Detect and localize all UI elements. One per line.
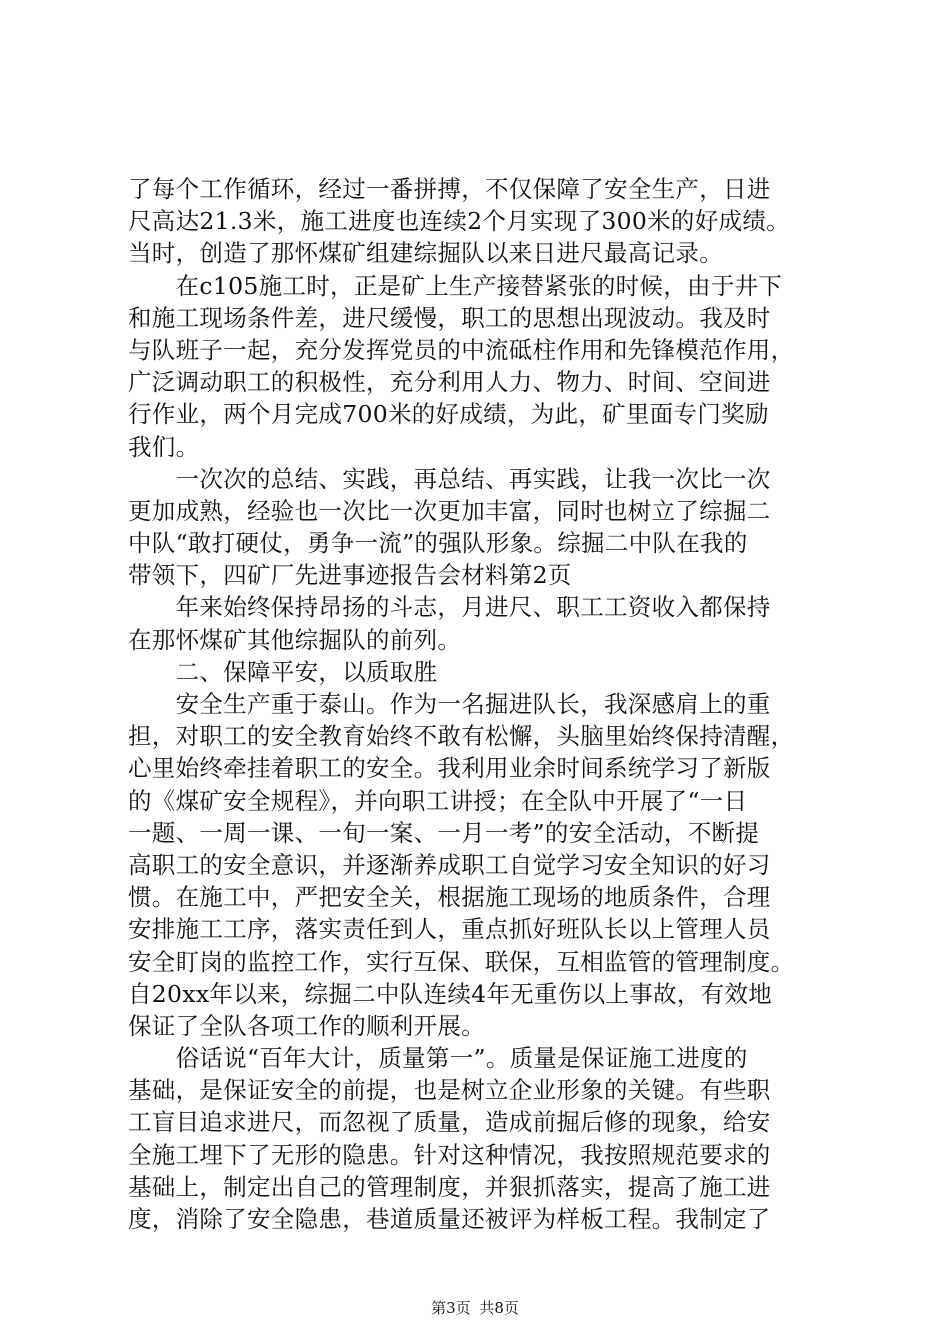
text-line: 和施工现场条件差，进尺缓慢，职工的思想出现波动。我及时: [128, 303, 771, 332]
text-line: 基础，是保证安全的前提，也是树立企业形象的关键。有些职: [128, 1076, 771, 1105]
text-line: 一题、一周一课、一旬一案、一月一考”的安全活动，不断提: [128, 818, 760, 847]
text-line: 中队“敢打硬仗，勇争一流”的强队形象。综掘二中队在我的: [128, 529, 748, 558]
text-line: 基础上，制定出自己的管理制度，并狠抓落实，提高了施工进: [128, 1172, 771, 1201]
page-total: 共8页: [479, 1299, 519, 1317]
section-heading: 二、保障平安，以质取胜: [128, 657, 438, 686]
text-line: 保证了全队各项工作的顺利开展。: [128, 1011, 485, 1040]
text-line: 尺高达21.3米，施工进度也连续2个月实现了300米的好成绩。: [128, 207, 790, 236]
text-line: 安排施工工序，落实责任到人，重点抓好班队长以上管理人员: [128, 915, 771, 944]
text-line: 一次次的总结、实践，再总结、再实践，让我一次比一次: [128, 464, 771, 493]
text-line: 安全生产重于泰山。作为一名掘进队长，我深感肩上的重: [128, 690, 771, 718]
text-line: 了每个工作循环，经过一番拼搏，不仅保障了安全生产，日进: [128, 175, 771, 203]
text-line: 担，对职工的安全教育始终不敢有松懈，头脑里始终保持清醒，: [128, 722, 795, 751]
text-line: 自20xx年以来，综掘二中队连续4年无重伤以上事故，有效地: [128, 979, 773, 1008]
text-line: 与队班子一起，充分发挥党员的中流砥柱作用和先锋模范作用，: [128, 335, 795, 364]
text-line: 惯。在施工中，严把安全关，根据施工现场的地质条件，合理: [128, 883, 771, 912]
body-text: [128, 173, 840, 1235]
text-line: 年来始终保持昂扬的斗志，月进尺、职工工资收入都保持: [128, 593, 771, 622]
text-line: 度，消除了安全隐患，巷道质量还被评为样板工程。我制定了: [128, 1205, 771, 1233]
text-line: 带领下，四矿厂先进事迹报告会材料第2页: [128, 561, 572, 590]
text-line: 更加成熟，经验也一次比一次更加丰富，同时也树立了综掘二: [128, 496, 771, 525]
text-line: 安全盯岗的监控工作，实行互保、联保，互相监管的管理制度。: [128, 947, 795, 976]
text-line: 俗话说“百年大计，质量第一”。质量是保证施工进度的: [128, 1044, 748, 1073]
text-line: 广泛调动职工的积极性，充分利用人力、物力、时间、空间进: [128, 368, 771, 397]
text-line: 在那怀煤矿其他综掘队的前列。: [128, 625, 462, 654]
text-line: 我们。: [128, 432, 200, 461]
text-line: 的《煤矿安全规程》，并向职工讲授；在全队中开展了“一日: [128, 786, 748, 815]
text-line: 在c105施工时，正是矿上生产接替紧张的时候，由于井下: [128, 271, 783, 300]
text-line: 高职工的安全意识，并逐渐养成职工自觉学习安全知识的好习: [128, 850, 771, 879]
text-line: 工盲目追求进尺，而忽视了质量，造成前掘后修的现象，给安: [128, 1108, 771, 1137]
text-line: 心里始终牵挂着职工的安全。我利用业余时间系统学习了新版: [128, 754, 771, 783]
text-line: 当时，创造了那怀煤矿组建综掘队以来日进尺最高记录。: [128, 239, 723, 268]
text-line: 行作业，两个月完成700米的好成绩，为此，矿里面专门奖励: [128, 400, 769, 429]
text-line: 全施工埋下了无形的隐患。针对这种情况，我按照规范要求的: [128, 1140, 771, 1169]
page-footer: [0, 1298, 950, 1318]
page-number: 第3页: [431, 1299, 471, 1317]
